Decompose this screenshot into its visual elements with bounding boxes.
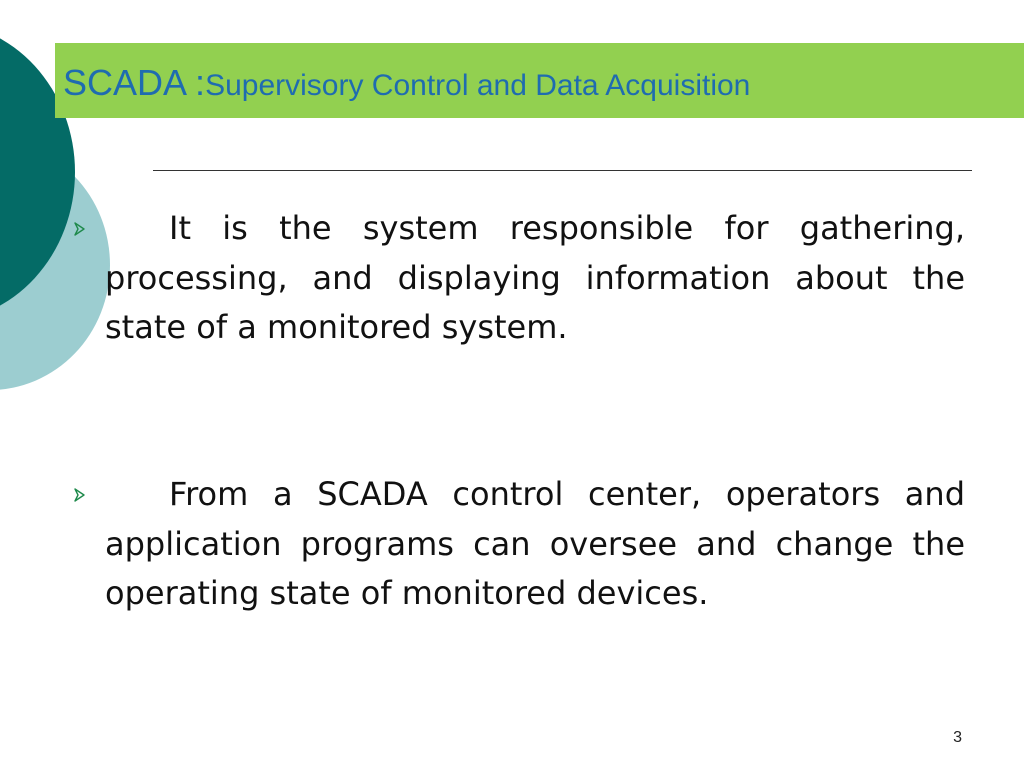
title-divider [153, 170, 972, 171]
arrow-bullet-icon [72, 488, 86, 502]
slide-title-main: SCADA : [63, 62, 206, 103]
slide-title-sub: Supervisory Control and Data Acquisition [205, 69, 751, 102]
slide-title [63, 63, 750, 103]
page-number: 3 [953, 729, 962, 746]
bullet-text: From a SCADA control center, operators and application programs can oversee and change the operating state of monitored devices. [105, 475, 965, 612]
arrow-bullet-icon [72, 222, 86, 236]
bullet-text: It is the system responsible for gathering, processing, and displaying information about the state of a monitored system. [105, 209, 965, 346]
